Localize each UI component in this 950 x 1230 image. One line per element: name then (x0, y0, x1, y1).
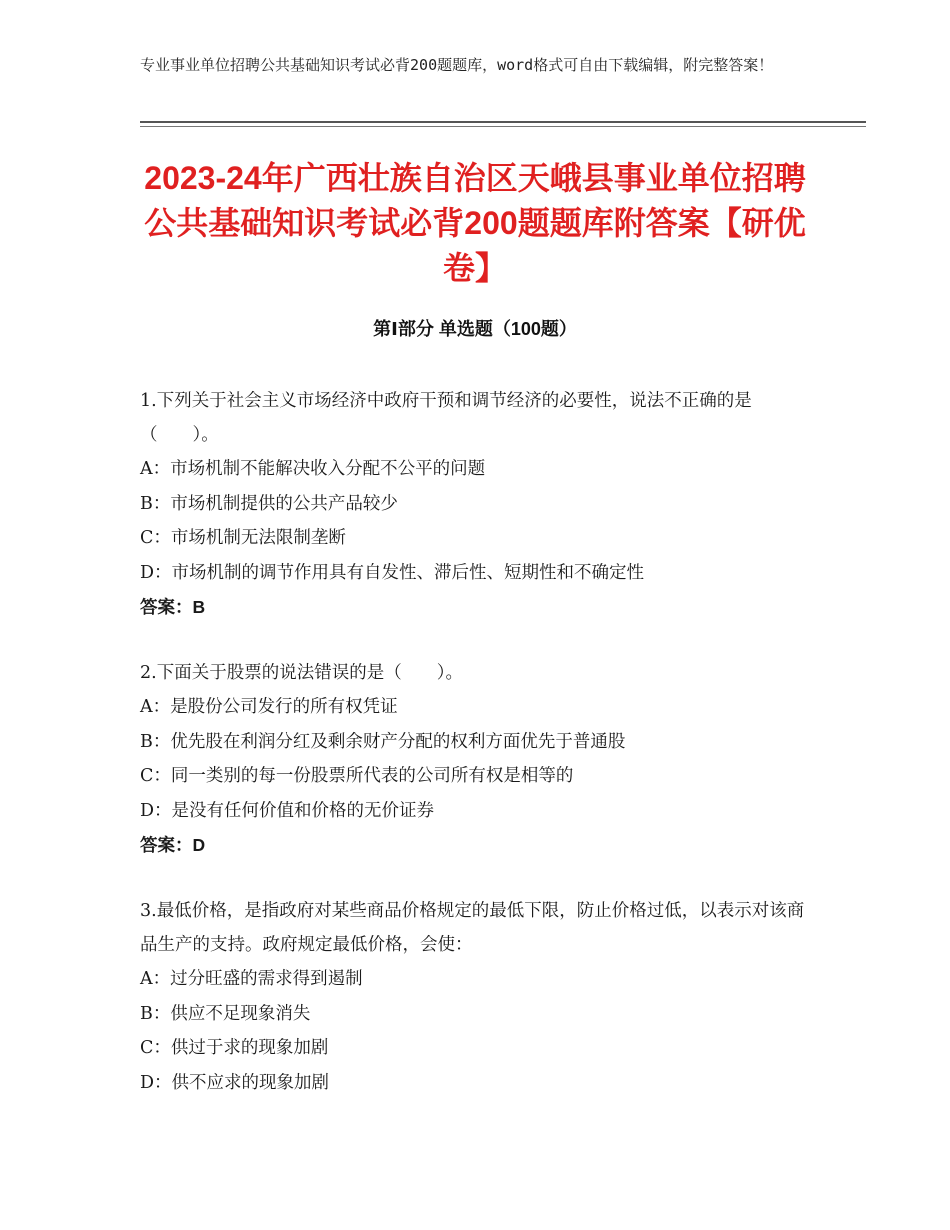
option-a: A：过分旺盛的需求得到遏制 (140, 969, 363, 989)
option-d: D：供不应求的现象加剧 (140, 1072, 330, 1093)
option-d: D：是没有任何价值和价格的无价证券 (140, 800, 435, 821)
option-b: B：供应不足现象消失 (140, 1003, 311, 1024)
question-stem: 2.下面关于股票的说法错误的是（ ）。 (140, 663, 463, 683)
option-b: B：优先股在利润分红及剩余财产分配的权利方面优先于普通股 (140, 731, 626, 752)
option-b: B：市场机制提供的公共产品较少 (140, 493, 398, 514)
option-d: D：市场机制的调节作用具有自发性、滞后性、短期性和不确定性 (140, 562, 645, 583)
question-1 (140, 384, 810, 624)
document-title: 2023-24年广西壮族自治区天峨县事业单位招聘公共基础知识考试必背200题题库附答案【研优卷】 (144, 160, 806, 286)
question-3 (140, 894, 810, 1100)
question-stem: 3.最低价格，是指政府对某些商品价格规定的最低下限，防止价格过低，以表示对该商品生产的支持。政府规定最低价格，会使： (140, 901, 805, 955)
header-rule-thin (140, 126, 866, 127)
header-note: 专业事业单位招聘公共基础知识考试必背200题题库，word格式可自由下载编辑，附完整答案！ (140, 56, 774, 74)
answer-line: 答案：D (140, 835, 206, 855)
question-2 (140, 656, 810, 862)
question-list (140, 384, 810, 1132)
option-a: A：是股份公司发行的所有权凭证 (140, 697, 398, 717)
option-c: C：供过于求的现象加剧 (140, 1038, 329, 1058)
section-title: 第Ⅰ部分 单选题（100题） (373, 319, 577, 339)
answer-line: 答案：B (140, 597, 206, 617)
option-c: C：市场机制无法限制垄断 (140, 528, 346, 548)
header-rule-thick (140, 121, 866, 123)
question-stem: 1.下列关于社会主义市场经济中政府干预和调节经济的必要性，说法不正确的是（ ）。 (140, 391, 752, 445)
option-a: A：市场机制不能解决收入分配不公平的问题 (140, 459, 486, 479)
option-c: C：同一类别的每一份股票所代表的公司所有权是相等的 (140, 766, 574, 786)
